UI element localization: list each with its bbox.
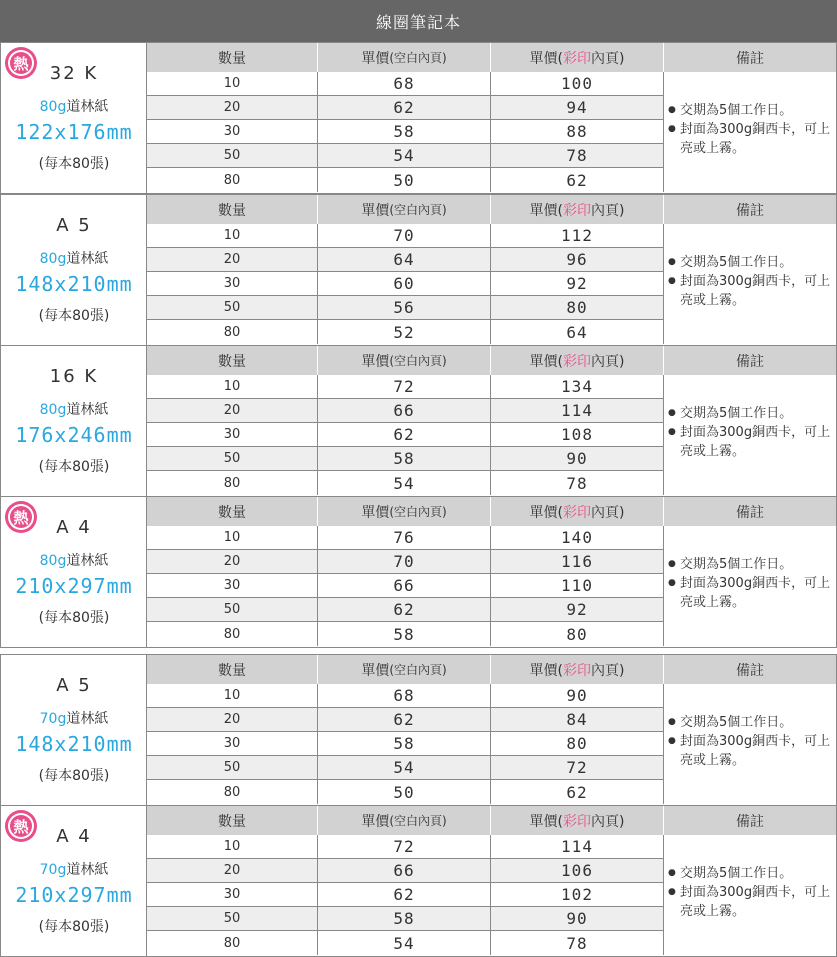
- paper-weight: 80g: [39, 553, 67, 569]
- quantity-cell: 80: [147, 168, 318, 192]
- product-size: A 5: [56, 675, 92, 696]
- price-color-cell: 88: [491, 120, 664, 143]
- quantity-cell: 10: [147, 526, 318, 549]
- header-price-color: [491, 346, 664, 375]
- header-blank-label: (空白內頁): [389, 505, 447, 519]
- price-color-cell: 90: [491, 907, 664, 930]
- price-color-cell: 108: [491, 423, 664, 446]
- header-inner-label: 內頁): [591, 813, 625, 830]
- header-price-color: [491, 655, 664, 684]
- quantity-cell: 20: [147, 859, 318, 882]
- price-color-cell: 64: [491, 320, 664, 344]
- price-color-cell: 114: [491, 835, 664, 858]
- product-size: A 4: [56, 517, 92, 538]
- quantity-cell: 20: [147, 708, 318, 731]
- price-color-cell: 80: [491, 622, 664, 646]
- paper-name: 道林紙: [66, 99, 109, 115]
- note-item: ● 封面為300g銅西卡，可上亮或上霧。: [664, 883, 836, 921]
- product-block: [0, 496, 837, 648]
- table-row: [147, 447, 664, 471]
- header-notes: 備註: [664, 806, 836, 835]
- product-info: [1, 806, 147, 956]
- price-blank-cell: 76: [318, 526, 491, 549]
- note-item: ● 封面為300g銅西卡，可上亮或上霧。: [664, 574, 836, 612]
- table-row: [147, 907, 664, 931]
- product-info: [1, 497, 147, 647]
- product-dimensions: 210x297mm: [15, 574, 133, 598]
- price-color-cell: 92: [491, 598, 664, 621]
- price-blank-cell: 56: [318, 296, 491, 319]
- table-row: [147, 756, 664, 780]
- price-blank-cell: 70: [318, 550, 491, 573]
- header-price-label: 單價: [361, 504, 390, 521]
- quantity-cell: 80: [147, 780, 318, 804]
- table-row: [147, 423, 664, 447]
- header-price-label: 單價: [361, 50, 390, 67]
- price-blank-cell: 72: [318, 375, 491, 398]
- price-color-cell: 78: [491, 471, 664, 495]
- price-color-cell: 116: [491, 550, 664, 573]
- product-size: A 4: [56, 826, 92, 847]
- sheet-count: (每本80張): [38, 156, 110, 172]
- header-notes: 備註: [664, 497, 836, 526]
- table-row: [147, 96, 664, 120]
- header-color-label: 彩印: [563, 50, 591, 67]
- note-item: ● 封面為300g銅西卡，可上亮或上霧。: [664, 423, 836, 461]
- table-row: [147, 684, 664, 708]
- header-price-label: 單價(: [529, 202, 563, 219]
- header-color-label: 彩印: [563, 504, 591, 521]
- price-blank-cell: 50: [318, 780, 491, 804]
- price-blank-cell: 54: [318, 756, 491, 779]
- table-row: [147, 375, 664, 399]
- paper-type: [1, 399, 147, 419]
- quantity-cell: 30: [147, 574, 318, 597]
- page-title: 線圈筆記本: [0, 0, 837, 42]
- price-color-cell: 84: [491, 708, 664, 731]
- quantity-cell: 50: [147, 907, 318, 930]
- price-color-cell: 106: [491, 859, 664, 882]
- price-color-cell: 140: [491, 526, 664, 549]
- price-color-cell: 92: [491, 272, 664, 295]
- price-blank-cell: 70: [318, 224, 491, 247]
- header-price-label: 單價(: [529, 662, 563, 679]
- header-inner-label: 內頁): [591, 504, 625, 521]
- table-row: [147, 708, 664, 732]
- notes-cell: [664, 713, 836, 770]
- product-dimensions: 148x210mm: [15, 272, 133, 296]
- price-color-cell: 72: [491, 756, 664, 779]
- paper-type: [1, 859, 147, 879]
- paper-name: 道林紙: [66, 553, 109, 569]
- note-item: ● 交期為5個工作日。: [664, 555, 836, 574]
- header-blank-label: (空白內頁): [389, 203, 447, 217]
- note-item: ● 封面為300g銅西卡，可上亮或上霧。: [664, 272, 836, 310]
- price-color-cell: 62: [491, 780, 664, 804]
- header-blank-label: (空白內頁): [389, 663, 447, 677]
- product-info: [1, 346, 147, 496]
- quantity-cell: 50: [147, 296, 318, 319]
- table-row: [147, 72, 664, 96]
- header-price-color: [491, 195, 664, 224]
- header-notes: 備註: [664, 195, 836, 224]
- header-price-blank: [318, 806, 491, 835]
- header-inner-label: 內頁): [591, 662, 625, 679]
- header-blank-label: (空白內頁): [389, 354, 447, 368]
- price-blank-cell: 64: [318, 248, 491, 271]
- header-price-blank: [318, 195, 491, 224]
- quantity-cell: 30: [147, 732, 318, 755]
- quantity-cell: 10: [147, 224, 318, 247]
- header-inner-label: 內頁): [591, 353, 625, 370]
- price-blank-cell: 62: [318, 423, 491, 446]
- note-item: ● 封面為300g銅西卡，可上亮或上霧。: [664, 732, 836, 770]
- paper-weight: 80g: [39, 402, 67, 418]
- table-row: [147, 248, 664, 272]
- table-row: [147, 835, 664, 859]
- header-quantity: 數量: [147, 497, 318, 526]
- notes-cell: [664, 101, 836, 158]
- quantity-cell: 30: [147, 120, 318, 143]
- sheet-count: (每本80張): [38, 610, 110, 626]
- product-size: 32 K: [49, 63, 99, 84]
- header-color-label: 彩印: [563, 202, 591, 219]
- price-blank-cell: 66: [318, 859, 491, 882]
- table-row: [147, 931, 664, 955]
- quantity-cell: 30: [147, 272, 318, 295]
- price-blank-cell: 60: [318, 272, 491, 295]
- paper-weight: 80g: [39, 251, 67, 267]
- paper-type: [1, 248, 147, 268]
- table-row: [147, 780, 664, 804]
- price-color-cell: 62: [491, 168, 664, 192]
- notes-cell: [664, 404, 836, 461]
- header-notes: 備註: [664, 43, 836, 72]
- price-blank-cell: 52: [318, 320, 491, 344]
- price-blank-cell: 50: [318, 168, 491, 192]
- table-row: [147, 320, 664, 344]
- header-quantity: 數量: [147, 43, 318, 72]
- header-price-label: 單價: [361, 662, 390, 679]
- product-info: [1, 195, 147, 345]
- header-color-label: 彩印: [563, 662, 591, 679]
- header-price-label: 單價(: [529, 504, 563, 521]
- table-row: [147, 883, 664, 907]
- header-price-label: 單價: [361, 202, 390, 219]
- header-color-label: 彩印: [563, 813, 591, 830]
- table-row: [147, 144, 664, 168]
- product-dimensions: 148x210mm: [15, 732, 133, 756]
- price-color-cell: 134: [491, 375, 664, 398]
- quantity-cell: 10: [147, 375, 318, 398]
- price-blank-cell: 58: [318, 622, 491, 646]
- product-dimensions: 176x246mm: [15, 423, 133, 447]
- header-color-label: 彩印: [563, 353, 591, 370]
- price-blank-cell: 54: [318, 931, 491, 955]
- product-size: 16 K: [49, 366, 99, 387]
- note-item: ● 交期為5個工作日。: [664, 713, 836, 732]
- product-dimensions: 122x176mm: [15, 120, 133, 144]
- price-color-cell: 78: [491, 931, 664, 955]
- product-info: [1, 655, 147, 805]
- price-blank-cell: 62: [318, 883, 491, 906]
- table-row: [147, 471, 664, 495]
- table-row: [147, 732, 664, 756]
- price-blank-cell: 62: [318, 96, 491, 119]
- paper-name: 道林紙: [66, 402, 109, 418]
- header-blank-label: (空白內頁): [389, 814, 447, 828]
- table-row: [147, 622, 664, 646]
- notes-cell: [664, 253, 836, 310]
- sheet-count: (每本80張): [38, 308, 110, 324]
- table-row: [147, 526, 664, 550]
- quantity-cell: 10: [147, 72, 318, 95]
- table-row: [147, 399, 664, 423]
- header-quantity: 數量: [147, 195, 318, 224]
- header-price-blank: [318, 43, 491, 72]
- quantity-cell: 50: [147, 144, 318, 167]
- header-quantity: 數量: [147, 655, 318, 684]
- hot-badge-icon: 熱: [8, 504, 34, 530]
- header-price-label: 單價(: [529, 353, 563, 370]
- header-blank-label: (空白內頁): [389, 51, 447, 65]
- notes-cell: [664, 555, 836, 612]
- table-row: [147, 574, 664, 598]
- price-color-cell: 78: [491, 144, 664, 167]
- table-row: [147, 296, 664, 320]
- header-price-label: 單價(: [529, 50, 563, 67]
- header-quantity: 數量: [147, 346, 318, 375]
- quantity-cell: 30: [147, 423, 318, 446]
- price-blank-cell: 68: [318, 684, 491, 707]
- paper-name: 道林紙: [66, 251, 109, 267]
- table-row: [147, 120, 664, 144]
- price-color-cell: 102: [491, 883, 664, 906]
- price-blank-cell: 72: [318, 835, 491, 858]
- product-block: [0, 805, 837, 957]
- table-row: [147, 272, 664, 296]
- product-block: [0, 654, 837, 806]
- price-blank-cell: 58: [318, 447, 491, 470]
- header-price-blank: [318, 497, 491, 526]
- price-blank-cell: 62: [318, 708, 491, 731]
- price-color-cell: 110: [491, 574, 664, 597]
- product-block: [0, 42, 837, 194]
- quantity-cell: 20: [147, 96, 318, 119]
- quantity-cell: 50: [147, 756, 318, 779]
- price-blank-cell: 54: [318, 144, 491, 167]
- header-price-label: 單價: [361, 353, 390, 370]
- price-color-cell: 112: [491, 224, 664, 247]
- price-color-cell: 114: [491, 399, 664, 422]
- price-blank-cell: 54: [318, 471, 491, 495]
- table-row: [147, 859, 664, 883]
- quantity-cell: 80: [147, 622, 318, 646]
- quantity-cell: 20: [147, 248, 318, 271]
- header-inner-label: 內頁): [591, 202, 625, 219]
- sheet-count: (每本80張): [38, 459, 110, 475]
- price-blank-cell: 58: [318, 907, 491, 930]
- header-price-color: [491, 497, 664, 526]
- price-blank-cell: 66: [318, 574, 491, 597]
- price-color-cell: 90: [491, 447, 664, 470]
- header-price-color: [491, 806, 664, 835]
- quantity-cell: 20: [147, 550, 318, 573]
- table-row: [147, 168, 664, 192]
- product-dimensions: 210x297mm: [15, 883, 133, 907]
- paper-weight: 70g: [39, 711, 67, 727]
- table-row: [147, 224, 664, 248]
- note-item: ● 封面為300g銅西卡，可上亮或上霧。: [664, 120, 836, 158]
- quantity-cell: 10: [147, 835, 318, 858]
- header-price-blank: [318, 346, 491, 375]
- price-blank-cell: 58: [318, 732, 491, 755]
- paper-weight: 80g: [39, 99, 67, 115]
- sheet-count: (每本80張): [38, 919, 110, 935]
- price-color-cell: 96: [491, 248, 664, 271]
- note-item: ● 交期為5個工作日。: [664, 404, 836, 423]
- quantity-cell: 10: [147, 684, 318, 707]
- header-price-label: 單價: [361, 813, 390, 830]
- quantity-cell: 50: [147, 447, 318, 470]
- product-block: [0, 194, 837, 346]
- quantity-cell: 20: [147, 399, 318, 422]
- price-color-cell: 80: [491, 732, 664, 755]
- paper-weight: 70g: [39, 862, 67, 878]
- table-row: [147, 550, 664, 574]
- price-blank-cell: 62: [318, 598, 491, 621]
- note-item: ● 交期為5個工作日。: [664, 253, 836, 272]
- sheet-count: (每本80張): [38, 768, 110, 784]
- paper-type: [1, 708, 147, 728]
- header-inner-label: 內頁): [591, 50, 625, 67]
- price-color-cell: 80: [491, 296, 664, 319]
- quantity-cell: 50: [147, 598, 318, 621]
- product-size: A 5: [56, 215, 92, 236]
- header-price-blank: [318, 655, 491, 684]
- product-block: [0, 345, 837, 497]
- header-notes: 備註: [664, 655, 836, 684]
- header-notes: 備註: [664, 346, 836, 375]
- header-price-label: 單價(: [529, 813, 563, 830]
- price-color-cell: 90: [491, 684, 664, 707]
- paper-type: [1, 550, 147, 570]
- price-color-cell: 100: [491, 72, 664, 95]
- hot-badge-icon: 熱: [8, 50, 34, 76]
- quantity-cell: 30: [147, 883, 318, 906]
- note-item: ● 交期為5個工作日。: [664, 864, 836, 883]
- quantity-cell: 80: [147, 931, 318, 955]
- table-row: [147, 598, 664, 622]
- price-blank-cell: 68: [318, 72, 491, 95]
- quantity-cell: 80: [147, 471, 318, 495]
- notes-cell: [664, 864, 836, 921]
- price-blank-cell: 58: [318, 120, 491, 143]
- paper-name: 道林紙: [66, 862, 109, 878]
- paper-name: 道林紙: [66, 711, 109, 727]
- header-quantity: 數量: [147, 806, 318, 835]
- note-item: ● 交期為5個工作日。: [664, 101, 836, 120]
- quantity-cell: 80: [147, 320, 318, 344]
- price-blank-cell: 66: [318, 399, 491, 422]
- paper-type: [1, 96, 147, 116]
- price-color-cell: 94: [491, 96, 664, 119]
- product-info: [1, 43, 147, 193]
- hot-badge-icon: 熱: [8, 813, 34, 839]
- header-price-color: [491, 43, 664, 72]
